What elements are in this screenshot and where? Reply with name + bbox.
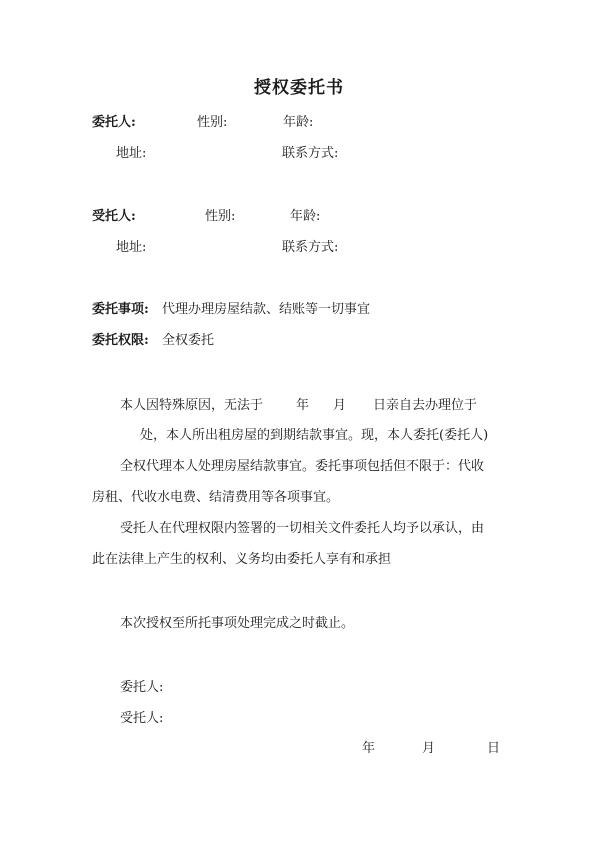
signature-day: 日 <box>487 741 501 756</box>
agent-age-label: 年龄: <box>290 209 321 224</box>
authority-value: 全权委托 <box>162 333 215 348</box>
signature-year: 年 <box>362 741 376 756</box>
agent-name-label: 受托人: <box>92 209 136 224</box>
agent-gender-label: 性别: <box>205 209 236 224</box>
principal-age-label: 年龄: <box>283 115 314 130</box>
signature-month: 月 <box>422 741 436 756</box>
principal-contact-label: 联系方式: <box>282 146 339 161</box>
body-line4: 房租、代收水电费、结清费用等各项事宜。 <box>92 490 340 505</box>
principal-gender-label: 性别: <box>197 115 228 130</box>
body-line1-year: 年 <box>296 398 310 413</box>
principal-name-label: 委托人: <box>92 115 136 130</box>
document-title: 授权委托书 <box>254 78 344 98</box>
authority-label: 委托权限: <box>92 333 149 348</box>
body-line1-end: 日亲自去办理位于 <box>373 398 478 413</box>
body-line3: 全权代理本人处理房屋结款事宜。委托事项包括但不限于：代收 <box>120 459 485 474</box>
body-line1-start: 本人因特殊原因，无法于 <box>120 398 264 413</box>
body-line2: 处，本人所出租房屋的到期结款事宜。现，本人委托(委托人) <box>140 428 489 443</box>
matters-label: 委托事项: <box>92 302 149 317</box>
matters-value: 代理办理房屋结款、结账等一切事宜 <box>162 302 371 317</box>
signature-agent-label: 受托人: <box>120 711 164 726</box>
agent-contact-label: 联系方式: <box>282 240 339 255</box>
body-line1-month: 月 <box>333 398 347 413</box>
body-line5: 受托人在代理权限内签署的一切相关文件委托人均予以承认，由 <box>120 521 485 536</box>
signature-principal-label: 委托人: <box>120 680 164 695</box>
agent-address-label: 地址: <box>116 240 147 255</box>
principal-address-label: 地址: <box>116 146 147 161</box>
body-line7: 本次授权至所托事项处理完成之时截止。 <box>120 616 355 631</box>
body-line6: 此在法律上产生的权利、义务均由委托人享有和承担 <box>92 552 392 567</box>
